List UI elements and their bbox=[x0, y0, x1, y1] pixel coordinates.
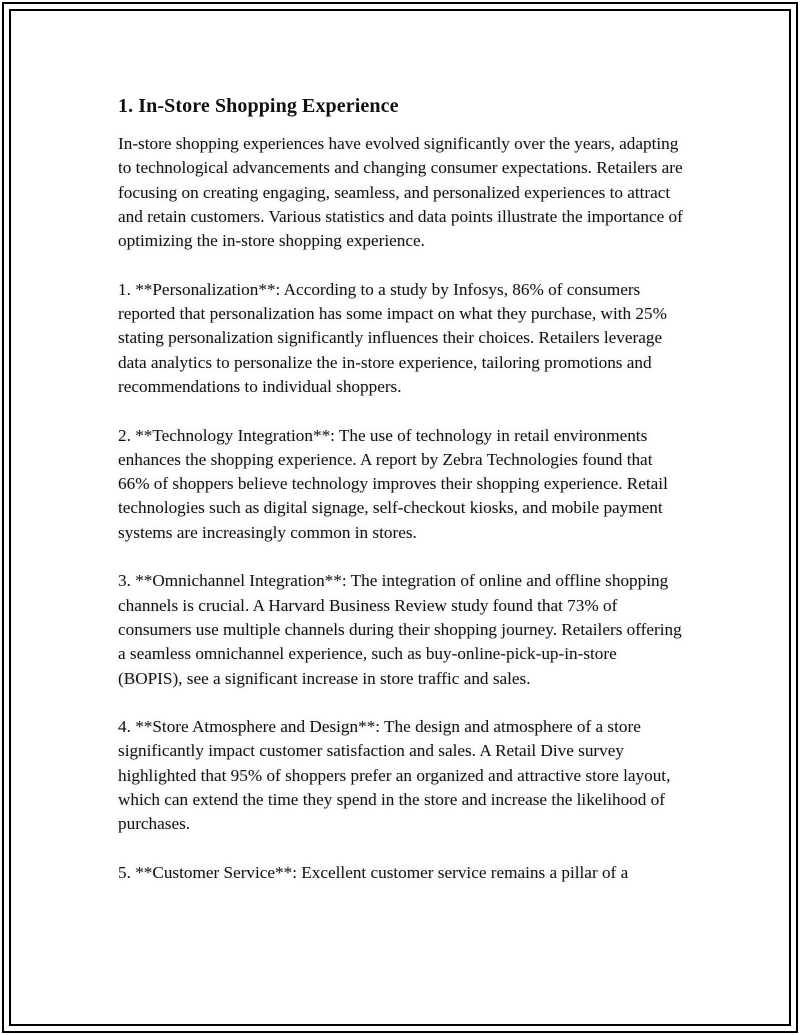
paragraph-personalization: 1. **Personalization**: According to a study by Infosys, 86% of consumers reported that personalization has some impact on what they purchase, with 25% stating personalization significantly influences their choices. Retailers leverage data analytics to personalize the in-store experience, tailoring promotions and recommendations to individual shoppers. bbox=[118, 279, 667, 396]
paragraph-store-atmosphere: 4. **Store Atmosphere and Design**: The design and atmosphere of a store significantly impact customer satisfaction and sales. A Retail Dive survey highlighted that 95% of shoppers prefer an organized and attractive store layout, which can extend the time they spend in the store and increase the likelihood of purchases. bbox=[118, 717, 671, 834]
paragraph-omnichannel-integration: 3. **Omnichannel Integration**: The integration of online and offline shopping channels is crucial. A Harvard Business Review study found that 73% of consumers use multiple channels during their shopping journey. Retailers offering a seamless omnichannel experience, such as buy-online-pick-up-in-store (BOPIS), see a significant increase in store traffic and sales. bbox=[118, 571, 682, 688]
paragraph-technology-integration: 2. **Technology Integration**: The use of technology in retail environments enhances the shopping experience. A report by Zebra Technologies found that 66% of shoppers believe technology improves their shopping experience. Retail technologies such as digital signage, self-checkout kiosks, and mobile payment systems are increasingly common in stores. bbox=[118, 425, 668, 542]
intro-paragraph: In-store shopping experiences have evolved significantly over the years, adapting to technological advancements and changing consumer expectations. Retailers are focusing on creating engaging, seamless, and personalized experiences to attract and retain customers. Various statistics and data points illustrate the importance of optimizing the in-store shopping experience. bbox=[118, 134, 683, 251]
paragraph-customer-service: 5. **Customer Service**: Excellent customer service remains a pillar of a bbox=[118, 862, 629, 882]
document-body bbox=[118, 92, 684, 910]
section-title: 1. In-Store Shopping Experience bbox=[118, 95, 399, 117]
